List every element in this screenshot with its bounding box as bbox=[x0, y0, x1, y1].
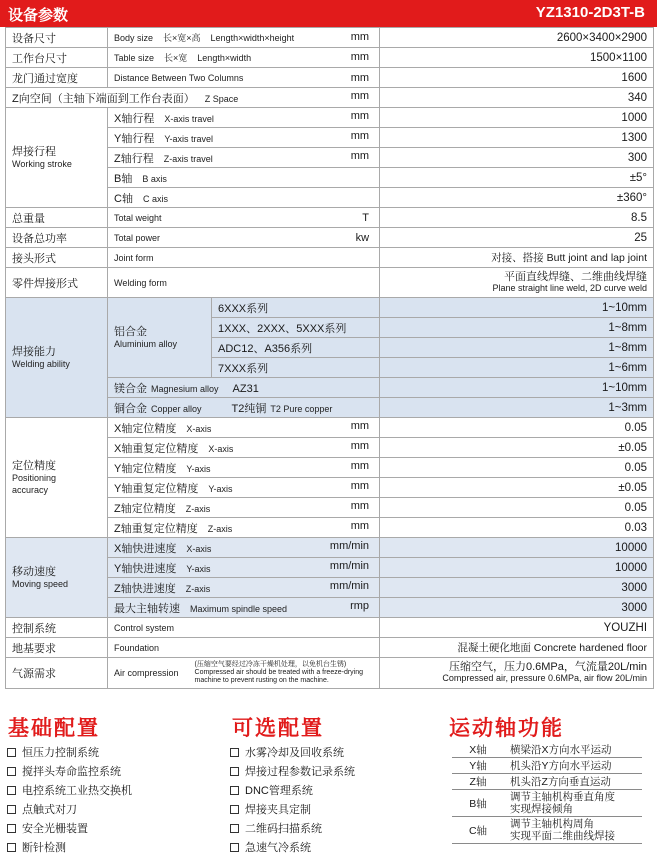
spec-value: 1~8mm bbox=[380, 318, 654, 338]
spec-desc: Body size 长×宽×高 Length×width×height mm bbox=[108, 28, 380, 48]
spec-desc: Total weight T bbox=[108, 208, 380, 228]
checkbox-icon bbox=[7, 824, 16, 833]
spec-desc: Z轴定位精度 Z-axis mm bbox=[108, 498, 380, 518]
spec-value: 1600 bbox=[380, 68, 654, 88]
alloy-series: ADC12、A356系列 bbox=[212, 338, 380, 358]
label-zh: 接头形式 bbox=[6, 248, 108, 268]
checkbox-icon bbox=[230, 767, 239, 776]
label-zh: 控制系统 bbox=[6, 618, 108, 638]
axis-desc: 调节主轴机构垂直角度 实现焊接倾角 bbox=[504, 790, 642, 817]
group-label-stroke: 焊接行程 Working stroke bbox=[6, 108, 108, 208]
spec-desc: 镁合金 Magnesium alloy AZ31 bbox=[108, 378, 380, 398]
list-item: 二维码扫描系统 bbox=[230, 820, 355, 839]
spec-value: 1500×1100 bbox=[380, 48, 654, 68]
axis-desc: 横梁沿X方向水平运动 bbox=[504, 742, 642, 758]
spec-row-acc-x bbox=[6, 418, 654, 438]
spec-desc: Joint form bbox=[108, 248, 380, 268]
list-item: DNC管理系统 bbox=[230, 782, 355, 801]
axis-name: C轴 bbox=[452, 817, 504, 844]
spec-desc: Total power kw bbox=[108, 228, 380, 248]
label-zh: 设备尺寸 bbox=[6, 28, 108, 48]
spec-value: 0.05 bbox=[380, 498, 654, 518]
spec-desc: X轴快进速度 X-axis mm/min bbox=[108, 538, 380, 558]
spec-desc: X轴行程 X-axis travel mm bbox=[108, 108, 380, 128]
checkbox-icon bbox=[230, 824, 239, 833]
label-zh: 龙门通过宽度 bbox=[6, 68, 108, 88]
list-item: 水雾冷却及回收系统 bbox=[230, 744, 355, 763]
spec-row-body-size bbox=[6, 28, 654, 48]
axis-row bbox=[452, 790, 642, 817]
air-note: (压缩空气要经过冷冻干燥机处理，以免机台生锈) Compressed air should be treated with a freeze-drying machine to prevent rusting on the machine. bbox=[194, 661, 364, 684]
spec-value: 平面直线焊缝、二维曲线焊缝 Plane straight line weld, 2D curve weld bbox=[380, 268, 654, 298]
spec-desc: Y轴重复定位精度 Y-axis mm bbox=[108, 478, 380, 498]
axis-desc: 机头沿Z方向垂直运动 bbox=[504, 774, 642, 790]
motion-axis-table bbox=[452, 742, 642, 844]
spec-value: 300 bbox=[380, 148, 654, 168]
spec-desc: Y轴行程 Y-axis travel mm bbox=[108, 128, 380, 148]
spec-value: 0.03 bbox=[380, 518, 654, 538]
spec-value: 1~8mm bbox=[380, 338, 654, 358]
list-item: 急速气冷系统 bbox=[230, 839, 355, 858]
list-item: 断针检测 bbox=[7, 839, 132, 858]
spec-value: 3000 bbox=[380, 598, 654, 618]
checkbox-icon bbox=[230, 786, 239, 795]
spec-row-al-6xxx bbox=[6, 298, 654, 318]
checkbox-icon bbox=[7, 767, 16, 776]
group-label-speed: 移动速度 Moving speed bbox=[6, 538, 108, 618]
alloy-series: 1XXX、2XXX、5XXX系列 bbox=[212, 318, 380, 338]
axis-row bbox=[452, 758, 642, 774]
spec-desc: Y轴快进速度 Y-axis mm/min bbox=[108, 558, 380, 578]
spec-value: 1~6mm bbox=[380, 358, 654, 378]
spec-row-control bbox=[6, 618, 654, 638]
axis-name: Y轴 bbox=[452, 758, 504, 774]
spec-value: 2600×3400×2900 bbox=[380, 28, 654, 48]
spec-row-joint bbox=[6, 248, 654, 268]
spec-row-weld-form bbox=[6, 268, 654, 298]
spec-desc: Control system bbox=[108, 618, 380, 638]
axis-name: Z轴 bbox=[452, 774, 504, 790]
spec-desc: C轴 C axis bbox=[108, 188, 380, 208]
spec-value: 8.5 bbox=[380, 208, 654, 228]
label-zh: 气源需求 bbox=[6, 658, 108, 689]
spec-value: YOUZHI bbox=[380, 618, 654, 638]
checkbox-icon bbox=[230, 843, 239, 852]
axis-row bbox=[452, 774, 642, 790]
spec-row-speed-x bbox=[6, 538, 654, 558]
alloy-series: 7XXX系列 bbox=[212, 358, 380, 378]
spec-desc: Welding form bbox=[108, 268, 380, 298]
alloy-series: 6XXX系列 bbox=[212, 298, 380, 318]
basic-config-list bbox=[7, 744, 132, 858]
spec-desc: Z轴重复定位精度 Z-axis mm bbox=[108, 518, 380, 538]
spec-desc: Y轴定位精度 Y-axis mm bbox=[108, 458, 380, 478]
spec-desc: Z轴快进速度 Z-axis mm/min bbox=[108, 578, 380, 598]
checkbox-icon bbox=[7, 748, 16, 757]
spec-title: 设备参数 bbox=[8, 7, 69, 24]
spec-row-stroke-x bbox=[6, 108, 654, 128]
optional-config-list bbox=[230, 744, 355, 858]
list-item: 搅拌头寿命监控系统 bbox=[7, 763, 132, 782]
axis-desc: 调节主轴机构周角 实现平面二维曲线焊接 bbox=[504, 817, 642, 844]
checkbox-icon bbox=[230, 805, 239, 814]
spec-desc: X轴定位精度 X-axis mm bbox=[108, 418, 380, 438]
axis-row bbox=[452, 742, 642, 758]
optional-config-title: 可选配置 bbox=[232, 715, 324, 740]
label-zh: 设备总功率 bbox=[6, 228, 108, 248]
group-label-accuracy: 定位精度 Positioning accuracy bbox=[6, 418, 108, 538]
list-item: 电控系统工业热交换机 bbox=[7, 782, 132, 801]
spec-value: 对接、搭接 Butt joint and lap joint bbox=[380, 248, 654, 268]
spec-value: ±5° bbox=[380, 168, 654, 188]
axis-name: B轴 bbox=[452, 790, 504, 817]
checkbox-icon bbox=[230, 748, 239, 757]
spec-desc: Z轴行程 Z-axis travel mm bbox=[108, 148, 380, 168]
label-zh: 总重量 bbox=[6, 208, 108, 228]
model-number: YZ1310-2D3T-B bbox=[535, 4, 645, 21]
spec-row-table-size bbox=[6, 48, 654, 68]
label-zh: 零件焊接形式 bbox=[6, 268, 108, 298]
spec-value: 压缩空气，压力0.6MPa，气流量20L/min Compressed air, pressure 0.6MPa, air flow 20L/min bbox=[380, 658, 654, 689]
label-zh: 工作台尺寸 bbox=[6, 48, 108, 68]
spec-value: 3000 bbox=[380, 578, 654, 598]
group-label-ability: 焊接能力 Welding ability bbox=[6, 298, 108, 418]
spec-value: 1~10mm bbox=[380, 378, 654, 398]
motion-axis-title: 运动轴功能 bbox=[449, 715, 564, 740]
spec-row-z-space bbox=[6, 88, 654, 108]
spec-desc: Z向空间（主轴下端面到工作台表面） Z Space mm bbox=[6, 88, 380, 108]
spec-header-bar bbox=[0, 0, 657, 27]
spec-desc: X轴重复定位精度 X-axis mm bbox=[108, 438, 380, 458]
spec-value: 0.05 bbox=[380, 458, 654, 478]
spec-row-gantry bbox=[6, 68, 654, 88]
label-zh: 地基要求 bbox=[6, 638, 108, 658]
basic-config-title: 基础配置 bbox=[8, 715, 100, 740]
axis-row bbox=[452, 817, 642, 844]
spec-row-power bbox=[6, 228, 654, 248]
checkbox-icon bbox=[7, 786, 16, 795]
axis-desc: 机头沿Y方向水平运动 bbox=[504, 758, 642, 774]
spec-value: 1000 bbox=[380, 108, 654, 128]
list-item: 恒压力控制系统 bbox=[7, 744, 132, 763]
list-item: 安全光栅装置 bbox=[7, 820, 132, 839]
axis-name: X轴 bbox=[452, 742, 504, 758]
checkbox-icon bbox=[7, 843, 16, 852]
spec-value: 混凝土硬化地面 Concrete hardened floor bbox=[380, 638, 654, 658]
checkbox-icon bbox=[7, 805, 16, 814]
spec-desc: Foundation bbox=[108, 638, 380, 658]
spec-desc: 铜合金 Copper alloy T2纯铜 T2 Pure copper bbox=[108, 398, 380, 418]
spec-value: ±360° bbox=[380, 188, 654, 208]
spec-table bbox=[5, 27, 654, 689]
spec-value: 340 bbox=[380, 88, 654, 108]
spec-desc: Air compression(压缩空气要经过冷冻干燥机处理，以免机台生锈) Compressed air should be treated with a freeze-drying machine to prevent rusting on the machine. bbox=[108, 658, 380, 689]
spec-desc: Distance Between Two Columns mm bbox=[108, 68, 380, 88]
list-item: 焊接过程参数记录系统 bbox=[230, 763, 355, 782]
list-item: 焊接夹具定制 bbox=[230, 801, 355, 820]
spec-row-weight bbox=[6, 208, 654, 228]
spec-row-air bbox=[6, 658, 654, 689]
sub-label-aluminium: 铝合金 Aluminium alloy bbox=[108, 298, 212, 378]
spec-desc: B轴 B axis bbox=[108, 168, 380, 188]
spec-desc: 最大主轴转速 Maximum spindle speed rmp bbox=[108, 598, 380, 618]
spec-value: 1~3mm bbox=[380, 398, 654, 418]
list-item: 点触式对刀 bbox=[7, 801, 132, 820]
spec-value: 0.05 bbox=[380, 418, 654, 438]
spec-value: ±0.05 bbox=[380, 438, 654, 458]
spec-value: 1~10mm bbox=[380, 298, 654, 318]
spec-value: 10000 bbox=[380, 558, 654, 578]
spec-value: 1300 bbox=[380, 128, 654, 148]
spec-row-foundation bbox=[6, 638, 654, 658]
spec-value: ±0.05 bbox=[380, 478, 654, 498]
spec-value: 10000 bbox=[380, 538, 654, 558]
spec-desc: Table size 长×宽 Length×width mm bbox=[108, 48, 380, 68]
spec-value: 25 bbox=[380, 228, 654, 248]
